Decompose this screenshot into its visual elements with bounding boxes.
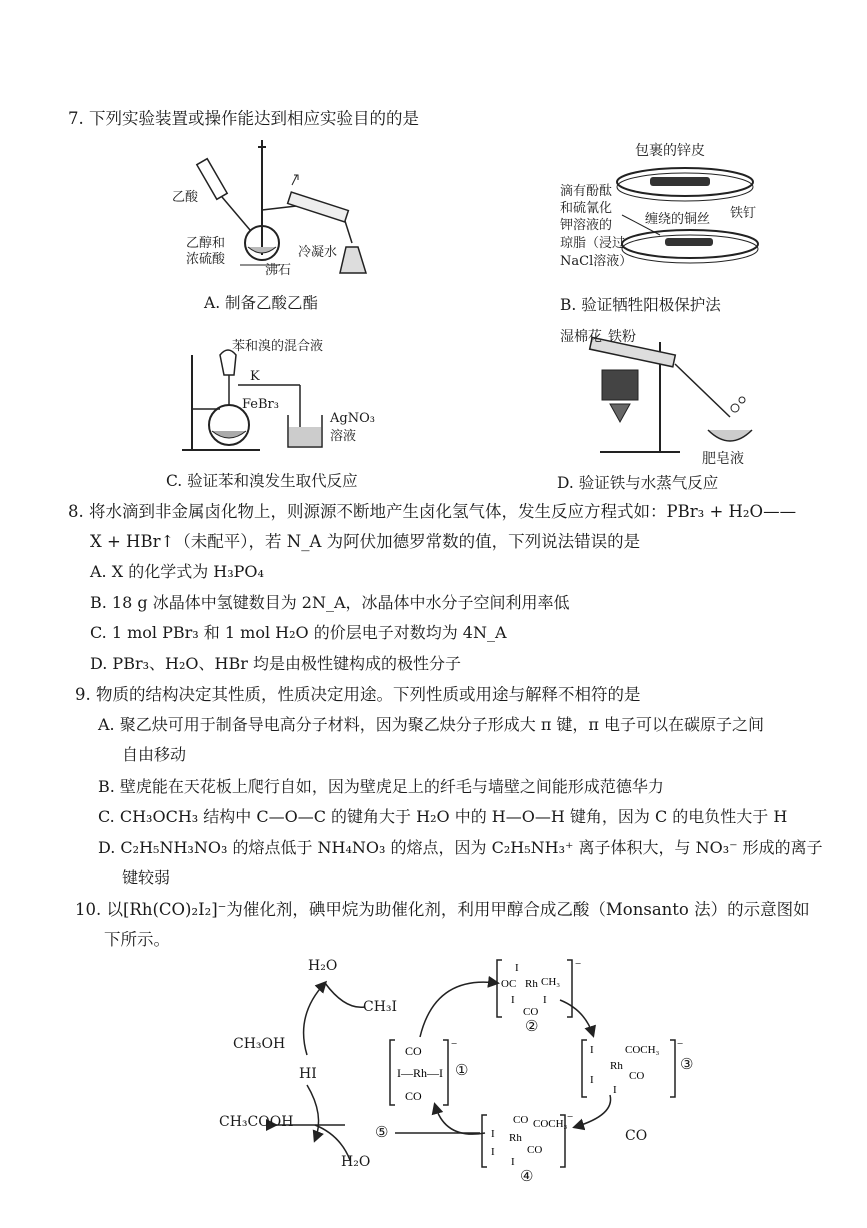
svg-text:CH₃: CH₃ bbox=[541, 976, 561, 988]
svg-text:COCH₃: COCH₃ bbox=[625, 1044, 660, 1056]
cycle-step-5: ⑤ bbox=[375, 1123, 389, 1141]
label-wrapped-zinc: 包裹的锌皮 bbox=[635, 143, 705, 159]
label-agar: 琼脂（浸过 bbox=[560, 236, 626, 251]
svg-text:I: I bbox=[590, 1044, 594, 1056]
label-potassium-solution: 钾溶液的 bbox=[560, 218, 613, 233]
svg-text:I: I bbox=[543, 994, 547, 1006]
svg-text:I: I bbox=[590, 1074, 594, 1086]
svg-text:CO: CO bbox=[405, 1044, 422, 1058]
q8-stem-line1: 8. 将水滴到非金属卤化物上，则源源不断地产生卤化氢气体，发生反应方程式如：PBr₃ + H₂O—— bbox=[68, 502, 797, 521]
svg-text:I—Rh—I: I—Rh—I bbox=[397, 1066, 443, 1080]
figure-b-caption: B. 验证牺牲阳极保护法 bbox=[560, 296, 721, 314]
svg-text:Rh: Rh bbox=[610, 1060, 623, 1072]
label-nacl-solution: NaCl溶液） bbox=[560, 254, 633, 269]
svg-text:Rh: Rh bbox=[525, 978, 538, 990]
svg-text:CO: CO bbox=[513, 1114, 529, 1126]
figure-a-caption: A. 制备乙酸乙酯 bbox=[204, 294, 319, 312]
svg-text:I: I bbox=[491, 1128, 495, 1140]
label-thiocyanate: 和硫氰化 bbox=[560, 201, 613, 216]
svg-text:−: − bbox=[677, 1038, 684, 1050]
cycle-water-out: H₂O bbox=[308, 958, 338, 974]
label-valve-k: K bbox=[250, 369, 260, 384]
figure-a-esterification-apparatus bbox=[170, 135, 400, 285]
cycle-co: CO bbox=[625, 1128, 648, 1144]
q9-option-a-line1: A. 聚乙炔可用于制备导电高分子材料，因为聚乙炔分子形成大 π 键，π 电子可以在碳原子之间 bbox=[98, 715, 765, 734]
q9-stem: 9. 物质的结构决定其性质，性质决定用途。下列性质或用途与解释不相符的是 bbox=[75, 685, 641, 704]
figure-d-iron-steam bbox=[560, 322, 760, 472]
q8-option-c: C. 1 mol PBr₃ 和 1 mol H₂O 的价层电子对数均为 4N_A bbox=[90, 623, 507, 642]
label-conc-sulfuric: 浓硫酸 bbox=[186, 252, 226, 267]
q9-option-c: C. CH₃OCH₃ 结构中 C—O—C 的键角大于 H₂O 中的 H—O—H 键角，因为 C 的电负性大于 H bbox=[98, 807, 788, 826]
label-iron-powder: 铁粉 bbox=[608, 329, 636, 345]
figure-d-caption: D. 验证铁与水蒸气反应 bbox=[557, 474, 719, 492]
label-copper-wire: 缠绕的铜丝 bbox=[645, 212, 711, 227]
label-solution: 溶液 bbox=[330, 429, 357, 444]
svg-text:COCH₃: COCH₃ bbox=[533, 1118, 568, 1130]
label-ethanol-and: 乙醇和 bbox=[186, 236, 226, 251]
label-febr3: FeBr₃ bbox=[242, 397, 279, 412]
cycle-step-1: ① bbox=[455, 1061, 469, 1079]
label-phenolphthalein: 滴有酚酞 bbox=[560, 184, 613, 199]
svg-text:I: I bbox=[515, 962, 519, 974]
cycle-hi: HI bbox=[299, 1066, 317, 1082]
label-cooling-water: 冷凝水 bbox=[298, 245, 338, 260]
svg-text:I: I bbox=[491, 1146, 495, 1158]
cycle-methanol: CH₃OH bbox=[233, 1036, 286, 1052]
cycle-methyl-iodide: CH₃I bbox=[363, 999, 398, 1015]
label-agno3: AgNO₃ bbox=[330, 411, 375, 426]
svg-text:CO: CO bbox=[527, 1144, 543, 1156]
q8-stem-line2: X + HBr↑（未配平），若 N_A 为阿伏加德罗常数的值，下列说法错误的是 bbox=[90, 532, 641, 551]
svg-text:I: I bbox=[511, 1156, 515, 1168]
figure-c-bromination-apparatus bbox=[180, 335, 390, 455]
label-boiling-chips: 沸石 bbox=[265, 263, 292, 278]
svg-text:I: I bbox=[613, 1084, 617, 1096]
svg-text:CO: CO bbox=[405, 1089, 422, 1103]
svg-text:−: − bbox=[451, 1038, 458, 1050]
svg-text:−: − bbox=[567, 1111, 574, 1123]
svg-text:CO: CO bbox=[629, 1070, 645, 1082]
q9-option-b: B. 壁虎能在天花板上爬行自如，因为壁虎足上的纤毛与墙壁之间能形成范德华力 bbox=[98, 777, 664, 796]
q8-option-b: B. 18 g 冰晶体中氢键数目为 2N_A，冰晶体中水分子空间利用率低 bbox=[90, 593, 570, 612]
svg-text:I: I bbox=[511, 994, 515, 1006]
cycle-step-3: ③ bbox=[680, 1055, 694, 1073]
monsanto-cycle-diagram bbox=[215, 955, 735, 1185]
label-benzene-bromine: 苯和溴的混合液 bbox=[232, 339, 324, 354]
cycle-acetic-acid: CH₃COOH bbox=[219, 1114, 294, 1130]
q7-stem: 7. 下列实验装置或操作能达到相应实验目的的是 bbox=[68, 109, 419, 128]
cycle-arrows bbox=[215, 955, 735, 1185]
label-wet-cotton: 湿棉花 bbox=[560, 329, 602, 345]
q9-option-a-line2: 自由移动 bbox=[122, 745, 187, 764]
label-iron-nail: 铁钉 bbox=[730, 206, 757, 221]
figure-b-sacrificial-anode bbox=[560, 140, 800, 280]
svg-text:CO: CO bbox=[523, 1006, 539, 1018]
svg-text:OC: OC bbox=[501, 978, 517, 990]
label-acetic-acid: 乙酸 bbox=[172, 190, 199, 205]
q10-stem-line2: 下所示。 bbox=[104, 930, 170, 949]
q9-option-d-line2: 键较弱 bbox=[122, 868, 171, 887]
q10-stem-line1: 10. 以[Rh(CO)₂I₂]⁻为催化剂，碘甲烷为助催化剂，利用甲醇合成乙酸（Monsanto 法）的示意图如 bbox=[75, 900, 810, 919]
q8-option-a: A. X 的化学式为 H₃PO₄ bbox=[90, 562, 264, 581]
svg-text:−: − bbox=[575, 958, 582, 970]
label-soap-solution: 肥皂液 bbox=[702, 451, 744, 467]
svg-text:Rh: Rh bbox=[509, 1132, 522, 1144]
cycle-step-4: ④ bbox=[520, 1167, 534, 1185]
cycle-water-in: H₂O bbox=[341, 1154, 371, 1170]
q9-option-d-line1: D. C₂H₅NH₃NO₃ 的熔点低于 NH₄NO₃ 的熔点，因为 C₂H₅NH₃⁺ 离子体积大，与 NO₃⁻ 形成的离子 bbox=[98, 838, 823, 857]
figure-c-caption: C. 验证苯和溴发生取代反应 bbox=[166, 472, 358, 490]
cycle-step-2: ② bbox=[525, 1017, 539, 1035]
q8-option-d: D. PBr₃、H₂O、HBr 均是由极性键构成的极性分子 bbox=[90, 654, 461, 673]
